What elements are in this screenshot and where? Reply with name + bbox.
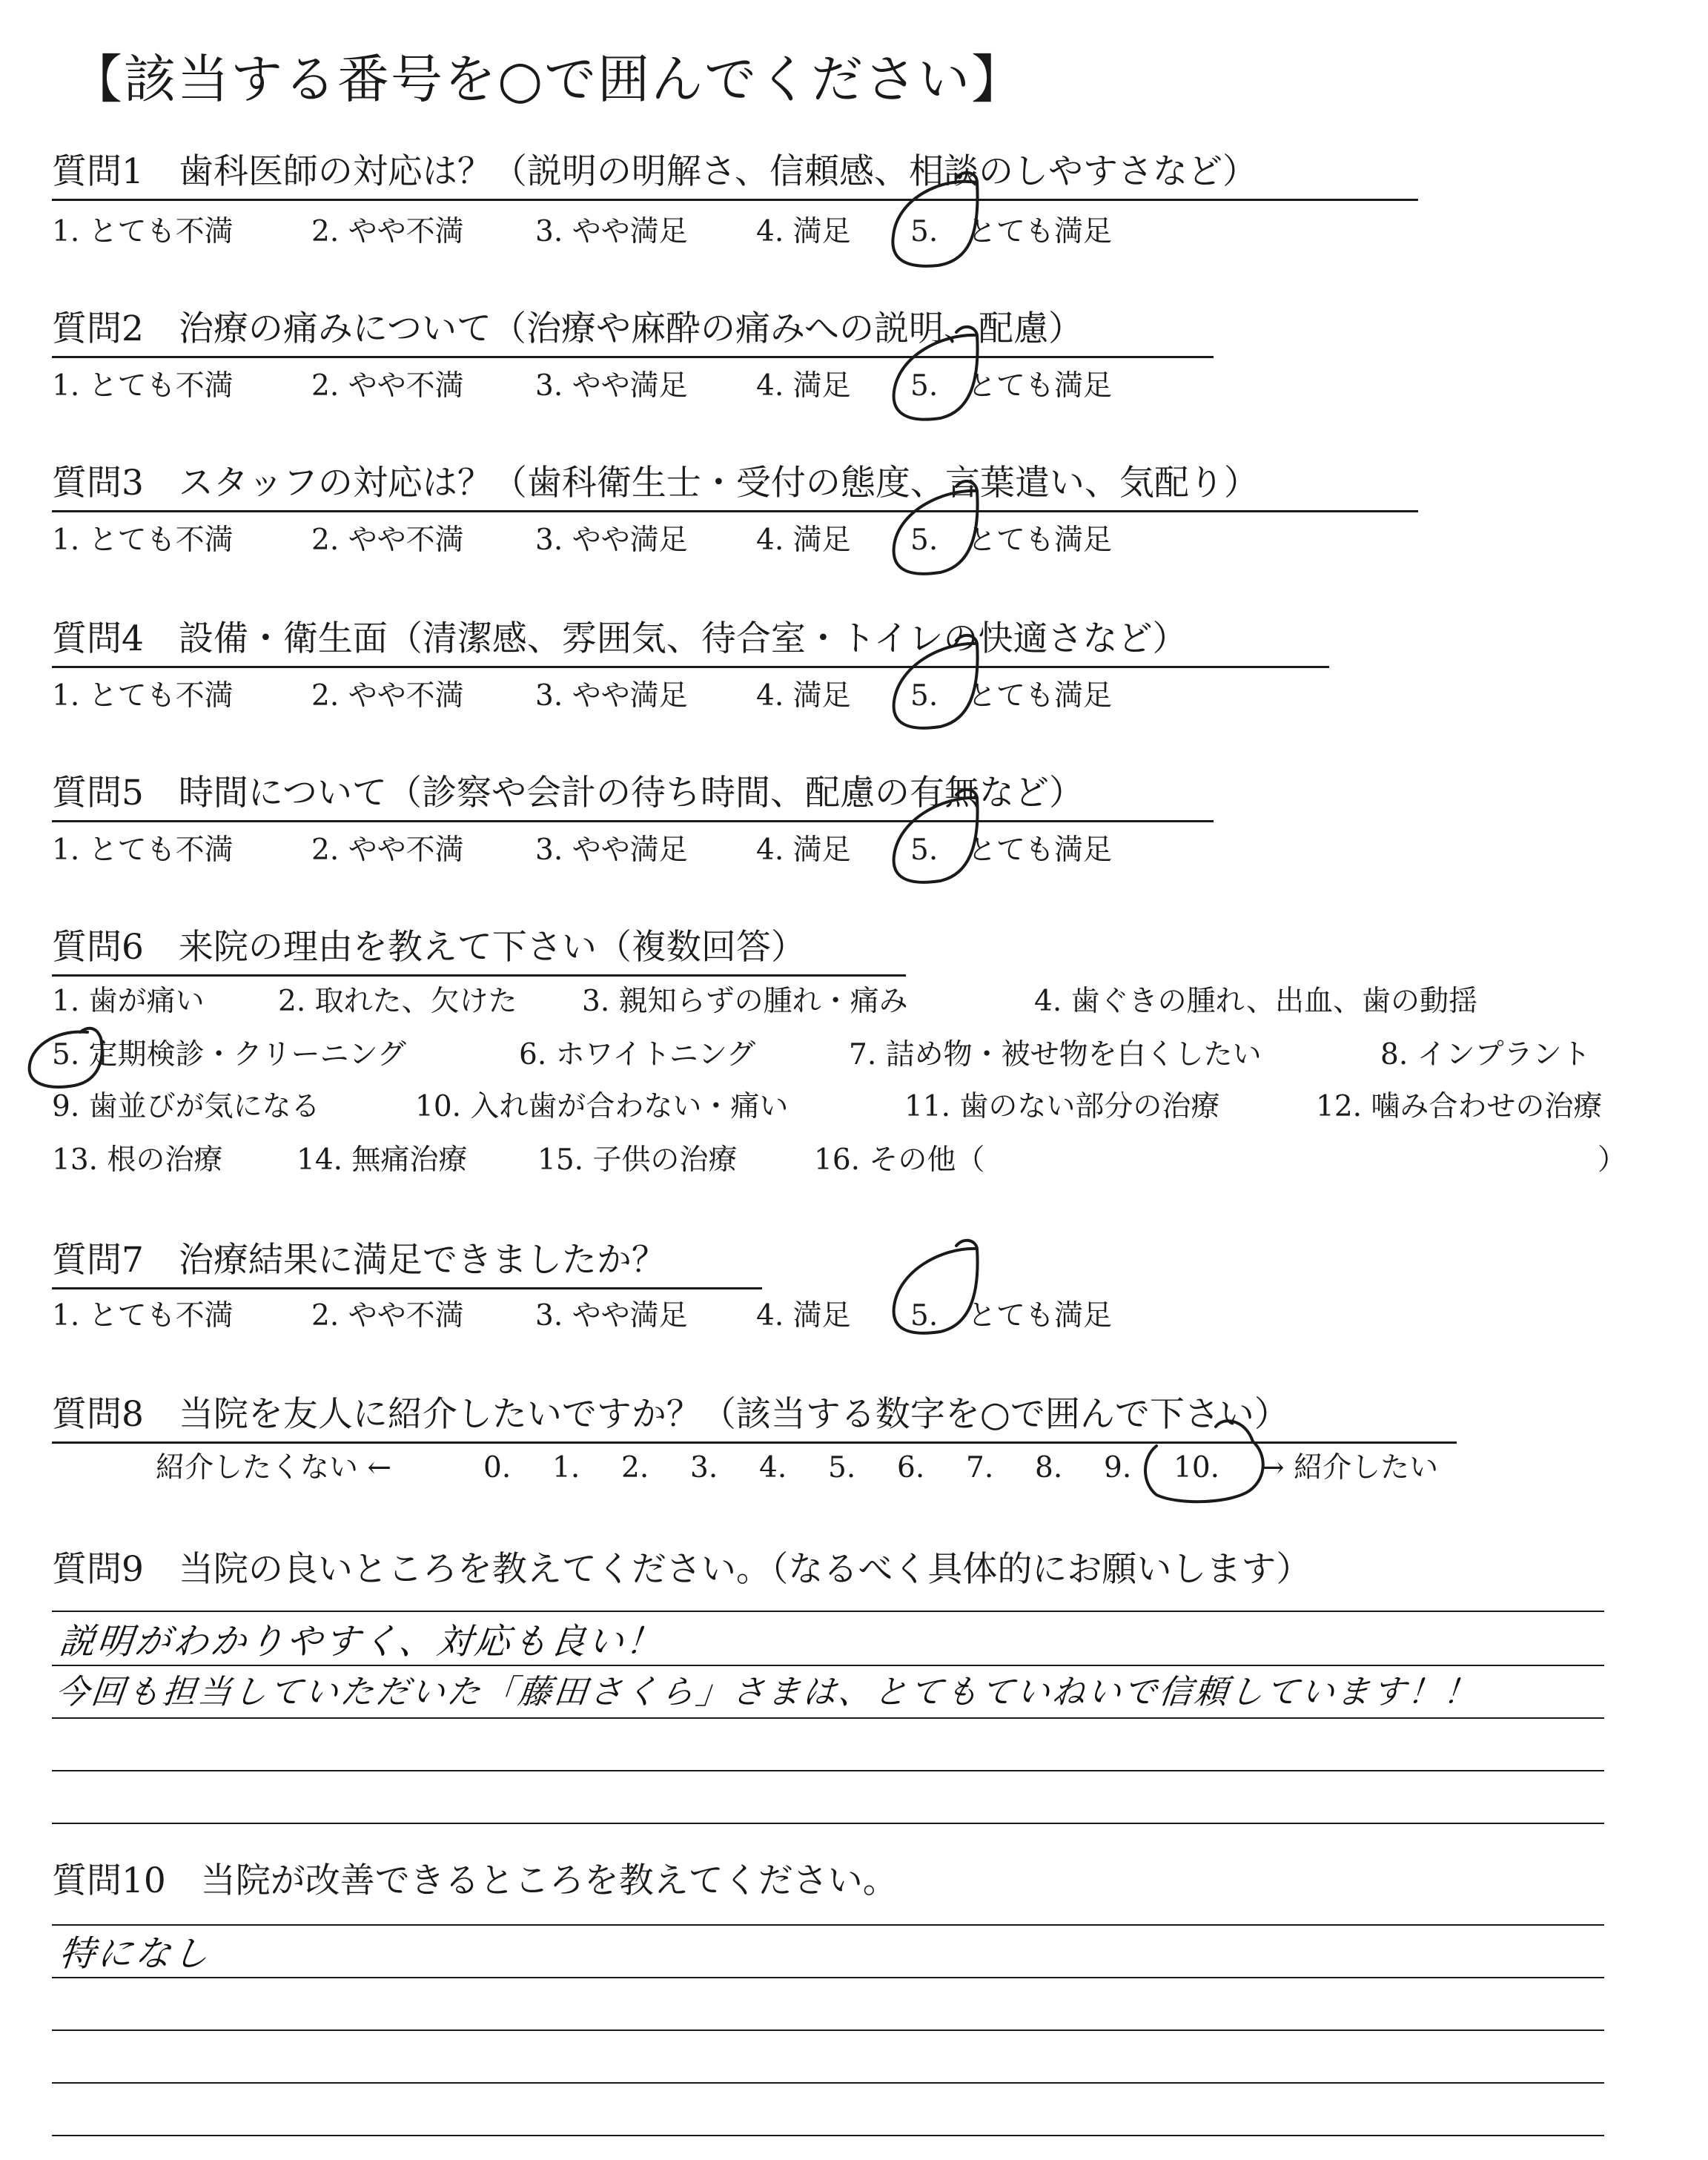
question-underline (52, 199, 1418, 201)
question-underline (52, 820, 1214, 822)
question-underline (52, 974, 906, 977)
option-5-label: とても満足 (967, 524, 1113, 557)
option-4[interactable]: 4. 満足 (756, 215, 851, 248)
option-2[interactable]: 2. やや不満 (311, 833, 464, 867)
answer-line (52, 2082, 1604, 2084)
option-5[interactable]: 5. (910, 369, 939, 403)
answer-line (52, 2029, 1604, 2031)
option-3[interactable]: 3. やや満足 (535, 215, 688, 248)
option-5[interactable]: 5. (910, 833, 939, 867)
answer-line (52, 1924, 1604, 1926)
scale-number[interactable]: 0. (483, 1451, 512, 1484)
option-2[interactable]: 2. やや不満 (311, 215, 464, 248)
handwritten-answer: 説明がわかりやすく、対応も良い！ (57, 1621, 666, 1662)
option-4[interactable]: 4. 満足 (756, 524, 851, 557)
question-7: 質問7 治療結果に満足できましたか？ (52, 1240, 666, 1281)
reason-option[interactable]: 14. 無痛治療 (297, 1143, 468, 1177)
option-4[interactable]: 4. 満足 (756, 369, 851, 403)
option-4[interactable]: 4. 満足 (756, 679, 851, 713)
option-5-label: とても満足 (967, 215, 1113, 248)
question-underline (52, 356, 1214, 358)
scale-number-selected[interactable]: 10. (1174, 1451, 1220, 1484)
scale-number[interactable]: 2. (621, 1451, 649, 1484)
reason-option[interactable]: 12. 噛み合わせの治療 (1316, 1090, 1603, 1123)
option-2[interactable]: 2. やや不満 (311, 679, 464, 713)
scale-number[interactable]: 1. (552, 1451, 580, 1484)
question-underline (52, 1287, 762, 1289)
option-5-label: とても満足 (967, 833, 1113, 867)
option-5[interactable]: 5. (910, 679, 939, 713)
option-3[interactable]: 3. やや満足 (535, 524, 688, 557)
reason-option[interactable]: 8. インプラント (1380, 1038, 1591, 1071)
reason-option[interactable]: 15. 子供の治療 (537, 1143, 738, 1177)
option-4[interactable]: 4. 満足 (756, 833, 851, 867)
option-5-label: とても満足 (967, 369, 1113, 403)
option-1[interactable]: 1. とても不満 (52, 369, 234, 403)
scale-number[interactable]: 6. (897, 1451, 925, 1484)
question-8: 質問8 当院を友人に紹介したいですか？（該当する数字を○で囲んで下さい） (52, 1394, 1289, 1435)
question-4: 質問4 設備・衛生面（清潔感、雰囲気、待合室・トイレの快適さなど） (52, 618, 1188, 659)
option-3[interactable]: 3. やや満足 (535, 833, 688, 867)
question-3: 質問3 スタッフの対応は？（歯科衛生士・受付の態度、言葉遣い、気配り） (52, 463, 1259, 503)
reason-option[interactable]: 9. 歯並びが気になる (52, 1090, 320, 1123)
reason-option[interactable]: 2. 取れた、欠けた (278, 985, 517, 1018)
other-close-paren: ） (1598, 1143, 1627, 1177)
scale-number[interactable]: 5. (828, 1451, 856, 1484)
option-3[interactable]: 3. やや満足 (535, 679, 688, 713)
reason-option[interactable]: 10. 入れ歯が合わない・痛い (415, 1090, 789, 1123)
scale-right-label: → 紹介したい (1260, 1451, 1439, 1484)
option-1[interactable]: 1. とても不満 (52, 1299, 234, 1332)
question-underline (52, 666, 1329, 668)
answer-line (52, 1717, 1604, 1719)
page-title: 【該当する番号を○で囲んでください】 (70, 49, 1025, 110)
reason-option[interactable]: 13. 根の治療 (52, 1143, 223, 1177)
option-5-label: とても満足 (967, 679, 1113, 713)
scale-number[interactable]: 3. (690, 1451, 718, 1484)
question-10: 質問10 当院が改善できるところを教えてください。 (52, 1860, 898, 1901)
reason-option[interactable]: 11. 歯のない部分の治療 (904, 1090, 1220, 1123)
question-6: 質問6 来院の理由を教えて下さい（複数回答） (52, 927, 806, 968)
handwritten-answer: 特になし (57, 1933, 213, 1975)
option-5[interactable]: 5. (910, 524, 939, 557)
option-3[interactable]: 3. やや満足 (535, 369, 688, 403)
option-2[interactable]: 2. やや不満 (311, 369, 464, 403)
answer-line (52, 1977, 1604, 1978)
question-2: 質問2 治療の痛みについて（治療や麻酔の痛みへの説明、配慮） (52, 308, 1084, 349)
question-5: 質問5 時間について（診察や会計の待ち時間、配慮の有無など） (52, 773, 1084, 813)
question-underline (52, 1441, 1457, 1444)
option-3[interactable]: 3. やや満足 (535, 1299, 688, 1332)
option-1[interactable]: 1. とても不満 (52, 215, 234, 248)
reason-option-selected[interactable]: 5. 定期検診・クリーニング (52, 1038, 406, 1071)
answer-line (52, 1611, 1604, 1612)
answer-line (52, 1770, 1604, 1771)
option-2[interactable]: 2. やや不満 (311, 524, 464, 557)
scale-number[interactable]: 4. (759, 1451, 787, 1484)
answer-line (52, 1823, 1604, 1824)
option-5[interactable]: 5. (910, 1299, 939, 1332)
option-2[interactable]: 2. やや不満 (311, 1299, 464, 1332)
option-1[interactable]: 1. とても不満 (52, 524, 234, 557)
option-1[interactable]: 1. とても不満 (52, 833, 234, 867)
handwritten-answer: 今回も担当していただいた「藤田さくら」さまは、とてもていねいで信頼しています！！ (53, 1672, 1481, 1711)
question-underline (52, 510, 1418, 512)
option-4[interactable]: 4. 満足 (756, 1299, 851, 1332)
reason-option[interactable]: 16. その他（ (814, 1143, 985, 1177)
answer-line (52, 2135, 1604, 2136)
reason-option[interactable]: 3. 親知らずの腫れ・痛み (582, 985, 908, 1018)
scale-number[interactable]: 8. (1035, 1451, 1063, 1484)
reason-option[interactable]: 1. 歯が痛い (52, 985, 205, 1018)
scale-left-label: 紹介したくない ← (156, 1451, 392, 1484)
question-1: 質問1 歯科医師の対応は？（説明の明解さ、信頼感、相談のしやすさなど） (52, 151, 1258, 192)
reason-option[interactable]: 4. 歯ぐきの腫れ、出血、歯の動揺 (1034, 985, 1477, 1018)
reason-option[interactable]: 6. ホワイトニング (519, 1038, 756, 1071)
option-5[interactable]: 5. (910, 215, 939, 248)
question-9: 質問9 当院の良いところを教えてください。（なるべく具体的にお願いします） (52, 1549, 1311, 1590)
scale-number[interactable]: 7. (966, 1451, 994, 1484)
option-1[interactable]: 1. とても不満 (52, 679, 234, 713)
reason-option[interactable]: 7. 詰め物・被せ物を白くしたい (849, 1038, 1262, 1071)
option-5-label: とても満足 (967, 1299, 1113, 1332)
answer-line (52, 1665, 1604, 1666)
scale-number[interactable]: 9. (1104, 1451, 1132, 1484)
